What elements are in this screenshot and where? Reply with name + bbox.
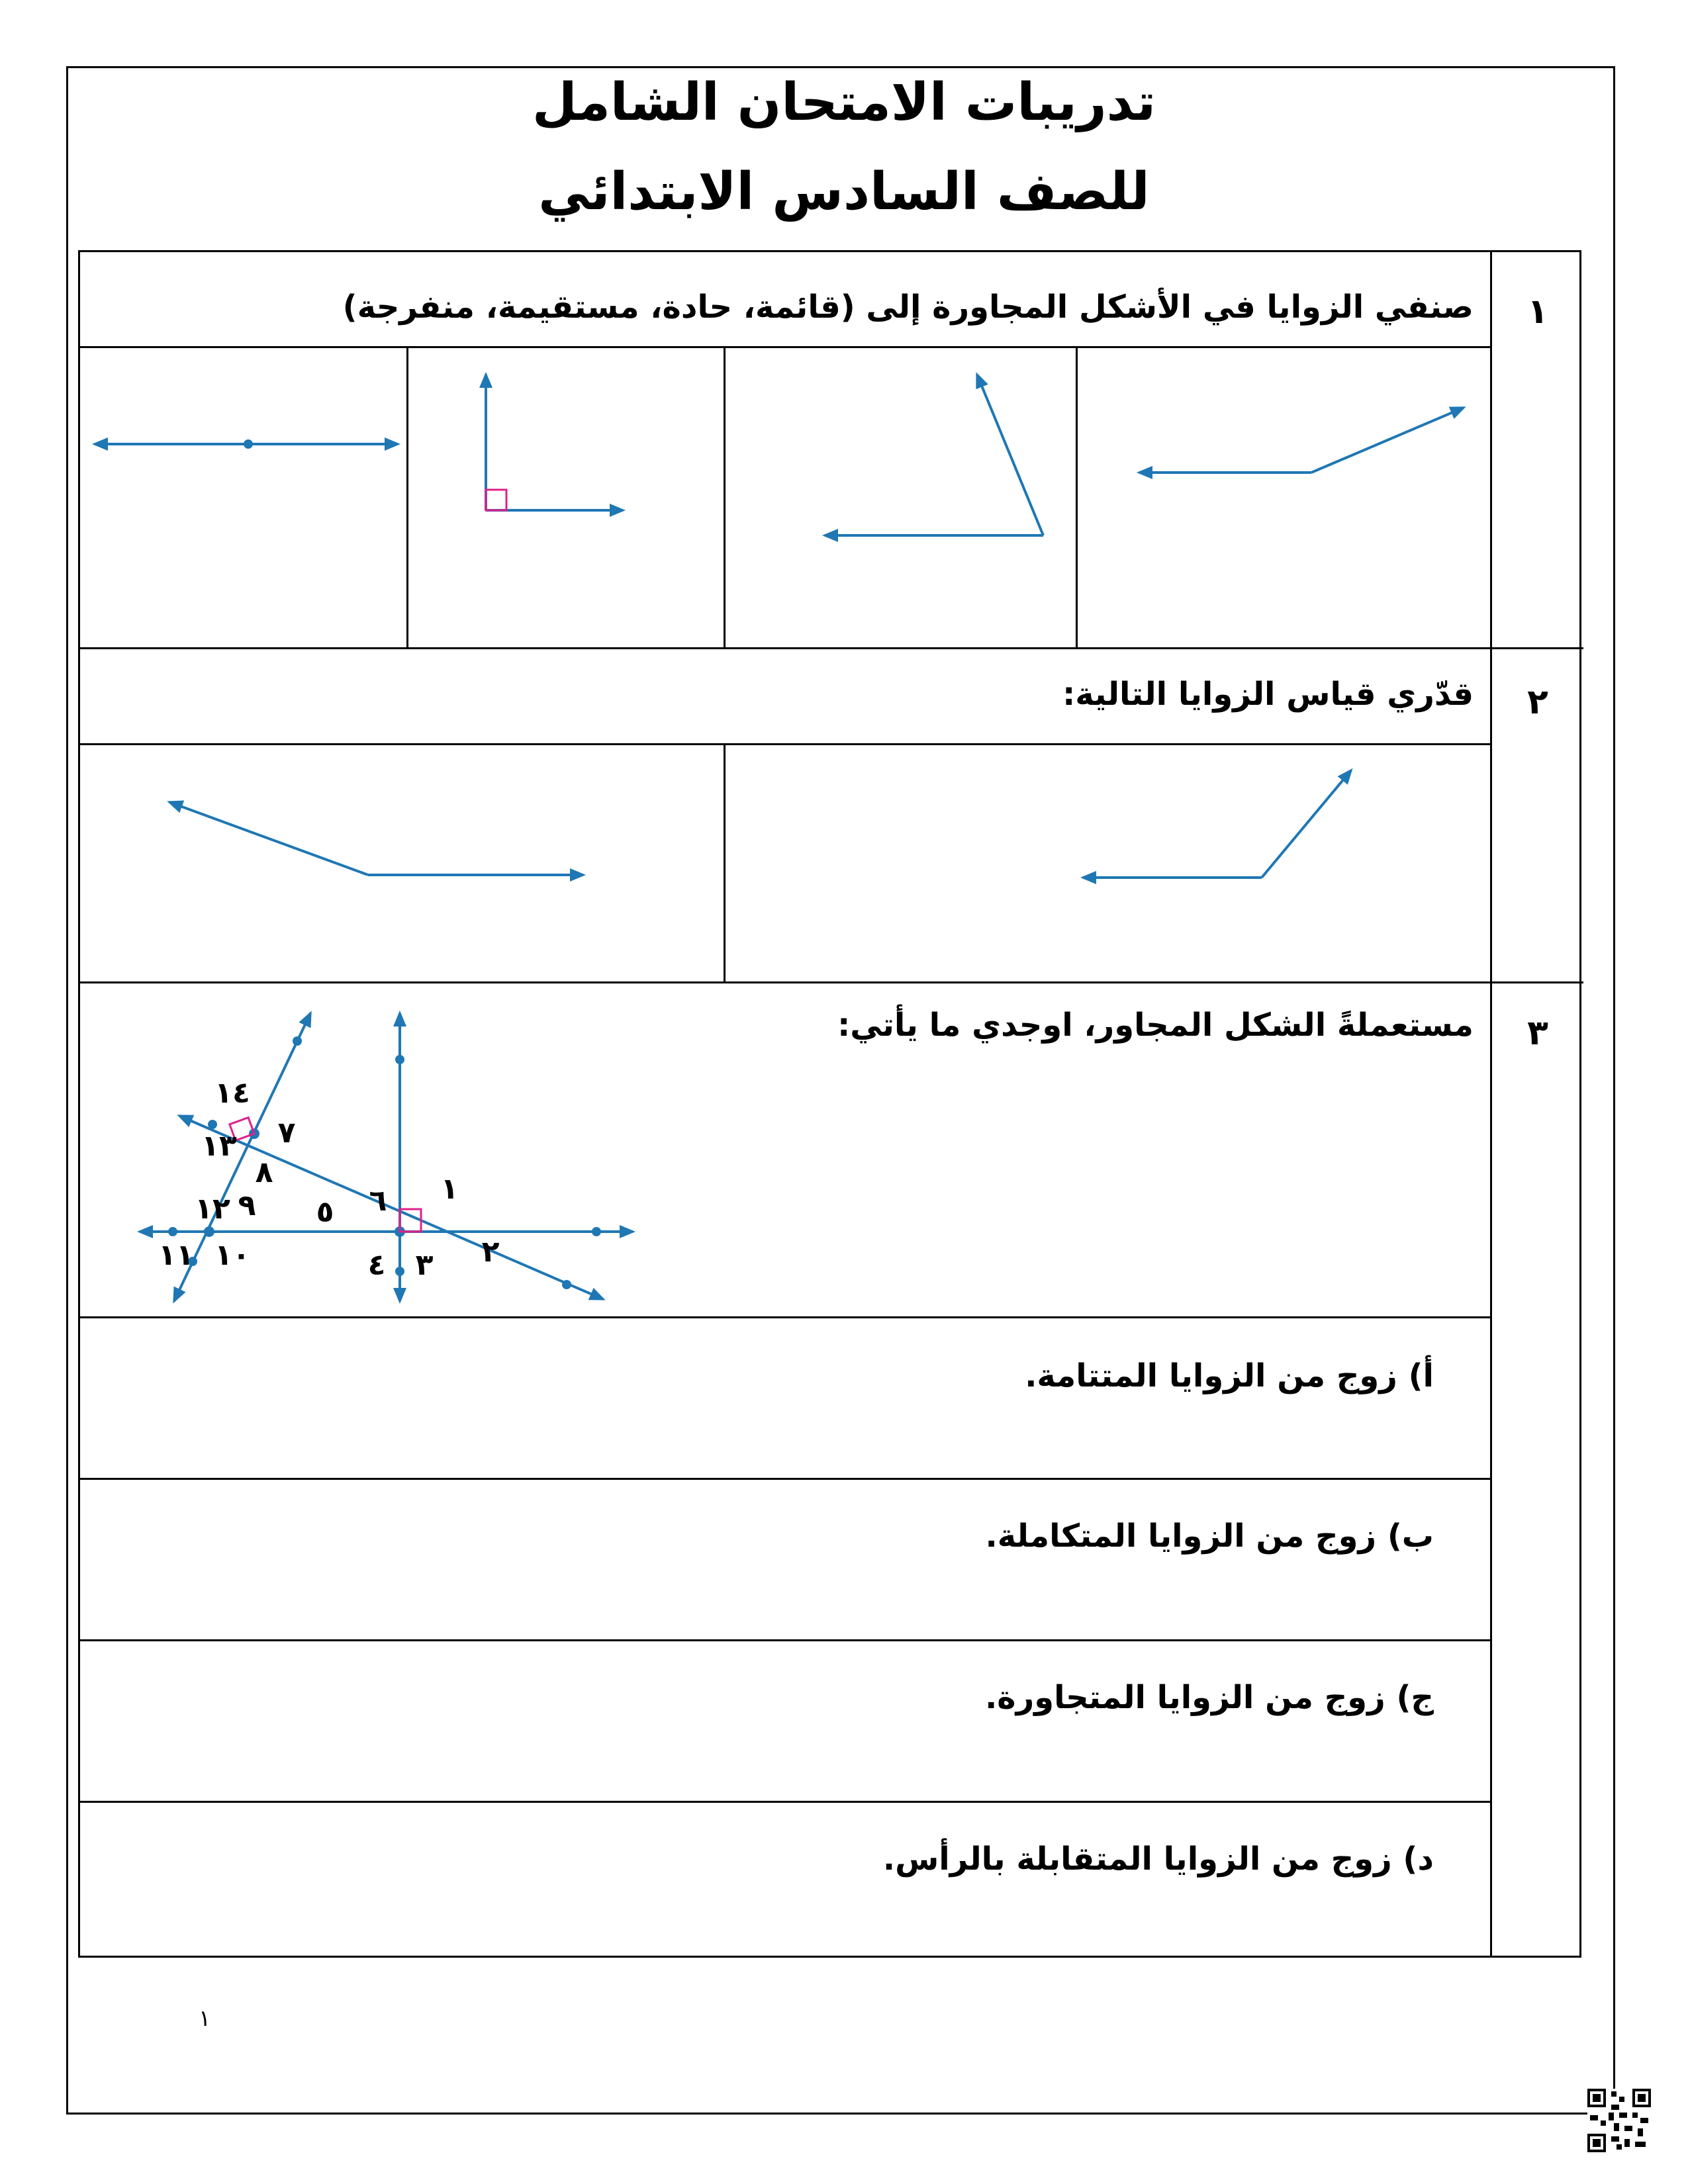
angle-label-5: ٥ <box>316 1195 334 1229</box>
part-b-text: ب) زوج من الزوايا المتكاملة. <box>985 1518 1434 1555</box>
question-1-number: ١ <box>1527 292 1548 332</box>
angle-label-7: ٧ <box>277 1116 296 1150</box>
q2-angle-figures <box>80 745 1490 983</box>
straight-angle-figure <box>95 439 398 449</box>
intersecting-lines-figure <box>133 993 663 1304</box>
question-1-text: صنفي الزوايا في الأشكل المجاورة إلى (قائمة، حادة، مستقيمة، منفرجة) <box>342 289 1474 326</box>
row-divider <box>80 1478 1490 1480</box>
row-divider <box>80 1639 1490 1641</box>
questions-table <box>78 250 1581 1958</box>
right-angle-figure <box>486 375 623 510</box>
part-a-text: أ) زوج من الزوايا المتتامة. <box>1025 1357 1434 1394</box>
row-divider <box>80 1316 1490 1318</box>
acute-angle-to-estimate <box>1083 770 1351 878</box>
qr-code-icon <box>1587 2089 1651 2152</box>
angle-label-6: ٦ <box>369 1184 387 1218</box>
angle-label-13: ١٣ <box>201 1129 237 1163</box>
angle-label-10: ١٠ <box>214 1238 250 1272</box>
page-subtitle: للصف السادس الابتدائي <box>538 162 1150 222</box>
question-3-text: مستعملةً الشكل المجاور، اوجدي ما يأتي: <box>837 1007 1474 1044</box>
angle-label-9: ٩ <box>238 1189 256 1222</box>
page-title: تدريبات الامتحان الشامل <box>532 73 1156 132</box>
part-d-text: د) زوج من الزوايا المتقابلة بالرأس. <box>882 1841 1434 1878</box>
question-2-number: ٢ <box>1527 682 1548 722</box>
angle-label-1: ١ <box>440 1172 459 1206</box>
angle-label-3: ٣ <box>415 1248 434 1282</box>
angle-label-8: ٨ <box>255 1156 273 1189</box>
q1-angle-figures <box>80 348 1490 649</box>
angle-label-12: ١٢ <box>195 1192 230 1226</box>
number-column-divider <box>1490 252 1492 1956</box>
obtuse-angle-to-estimate <box>169 802 583 875</box>
part-c-text: ج) زوج من الزوايا المتجاورة. <box>985 1679 1434 1716</box>
angle-label-2: ٢ <box>481 1235 500 1269</box>
question-3-number: ٣ <box>1527 1013 1548 1053</box>
row-divider <box>80 1801 1490 1803</box>
angle-label-4: ٤ <box>367 1248 386 1282</box>
acute-angle-figure <box>825 375 1043 535</box>
obtuse-angle-figure <box>1139 408 1464 473</box>
angle-label-11: ١١ <box>158 1238 194 1272</box>
question-2-text: قدّري قياس الزوايا التالية: <box>1062 676 1474 713</box>
angle-label-14: ١٤ <box>214 1076 250 1110</box>
page-number: ١ <box>199 2005 211 2032</box>
